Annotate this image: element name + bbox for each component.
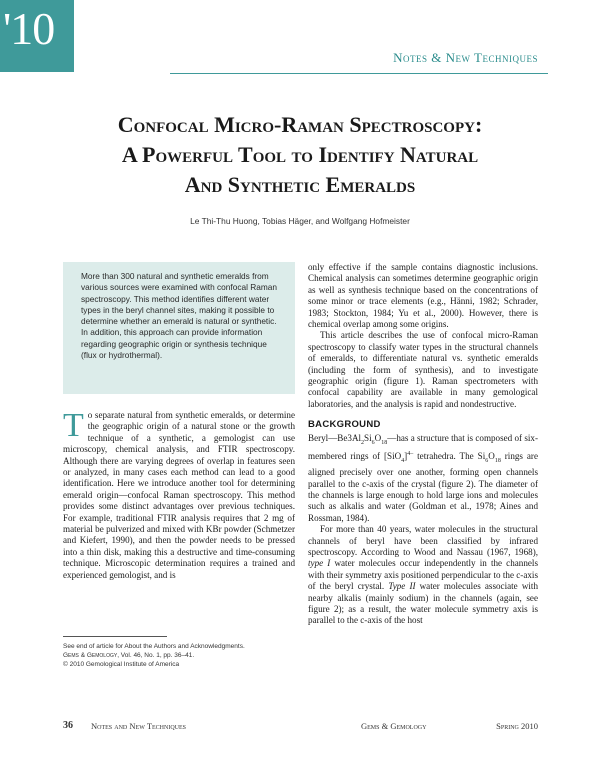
article-title — [40, 110, 560, 200]
background-paragraph-2 — [308, 524, 538, 627]
footnote-citation — [63, 651, 303, 660]
title-line-3: And Synthetic Emeralds — [184, 172, 416, 197]
footnote-rule — [63, 636, 167, 637]
header-rule — [170, 73, 548, 74]
left-column — [63, 407, 295, 581]
citation-details: , Vol. 46, No. 1, pp. 36–41. — [117, 652, 195, 659]
abstract-text: More than 300 natural and synthetic emeralds from various sources were examined with confocal Raman spectroscopy. This method identifies different water types in the beryl channel sites, making it possible to determine whether an emerald is natural or synthetic. In addition, this approach can provide information regarding geographic origin or synthesis technique (flux or hydrothermal). — [81, 271, 277, 361]
background-paragraph-1: $Beryl—Be3Al_2Si_6O_{18}—has$ a structure that is composed of six-membered rings of $[SiO_4]^{4-}$ tetrahedra. The $Si_6O_{18}$ rings are aligned precisely over one another, forming open channels parallel to the c-axis of the crystal (figure 2). The diameter of the channels is large enough to hold large ions and molecules such as alkalis and water (Goldman et al., 1978; Aines and Rossman, 1984). — [308, 432, 538, 523]
author-list: Le Thi-Thu Huong, Tobias Häger, and Wolfgang Hofmeister — [190, 216, 410, 226]
abstract-box — [63, 262, 295, 394]
right-paragraph-2: This article describes the use of confocal micro-Raman spectroscopy to classify water types in the structural channels of emeralds, to differentiate natural vs. synthetic emeralds (including the form of synthesis), and to investigate geographic origin (figure 1). Raman spectrometers with confocal capability are available in many gemological laboratories, and the analysis is rapid and nondestructive. — [308, 330, 538, 409]
footnote-copyright: © 2010 Gemological Institute of America — [63, 661, 180, 668]
bg-text-b: —has a structure that is composed of six-membered rings of [SiO — [308, 432, 538, 461]
page-number: 36 — [63, 720, 73, 731]
section-title: Notes & New Techniques — [393, 50, 538, 65]
citation-journal: Gems & Gemology — [63, 652, 118, 659]
right-column — [308, 262, 538, 627]
year-mark-badge — [0, 0, 74, 72]
title-line-1: Confocal Micro-Raman Spectroscopy: — [117, 112, 483, 137]
bg-text-c: tetrahedra. The Si — [413, 450, 486, 461]
footer-journal: Gems & Gemology — [361, 721, 427, 731]
drop-cap: T — [63, 407, 84, 444]
footnote-about: See end of article for About the Authors and Acknowledgments. — [63, 643, 245, 650]
bg-text-d: rings are aligned precisely over one another, forming open channels parallel to the c-axis of the crystal (figure 2). The diameter of the channels is large enough to hold large ions and molecules such as alkalis and water (Goldman et al., 1978; Aines and Rossman, 1984). — [308, 450, 538, 523]
footer-section: Notes and New Techniques — [91, 721, 187, 731]
footnotes — [63, 642, 303, 669]
right-paragraph-1: only effective if the sample contains diagnostic inclusions. Chemical analysis can sometimes determine geographic origin as well as synthesis technique based on the concentrations of some minor or trace elements (e.g., Hänni, 1982; Schrader, 1983; Stockton, 1984; Yu et al., 2000). However, there is chemical overlap among some origins. — [308, 262, 538, 330]
footer-issue: Spring 2010 — [496, 721, 538, 731]
year-mark-text: '10 — [3, 3, 55, 54]
formula-beryl: 3 — [347, 432, 352, 443]
bg2-text-a: For more than 40 years, water molecules in the structural channels of beryl have been classified by infrared spectroscopy. According to Wood and Nassau (1967, 1968), — [308, 524, 538, 557]
background-heading: BACKGROUND — [308, 419, 381, 431]
title-line-2: A Powerful Tool to Identify Natural — [121, 142, 479, 167]
bg2-text-c: water molecules associate with nearby alkalis (mainly sodium) in the channels (again, see figure 2); as a result, the water molecule symmetry axis is parallel to the c-axis of the host — [308, 581, 538, 626]
bg-text-a: Beryl—Be — [308, 432, 348, 443]
type-one-term: type I — [308, 558, 331, 569]
type-two-term: Type II — [388, 581, 416, 592]
bg2-text-b: water molecules occur independently in the channels with their symmetry axis positioned perpendicular to the c-axis of the beryl crystal. — [308, 558, 538, 592]
intro-paragraph — [63, 407, 295, 581]
intro-text: o separate natural from synthetic emeralds, or determine the geographic origin of a natural stone or the growth technique of a synthetic, a gemologist can use microscopy, chemical analysis, and FTIR spectroscopy. Although there are varying degrees of overlap in features seen or analyzed, in many cases each method can lead to a good identification. Here we introduce another tool for determining emerald origin—confocal Raman spectroscopy. This method provides some distinct advantages over previous techniques. For example, traditional FTIR analysis requires that 2 mg of material be pulverized and mixed with KBr powder (Schmetzer and Kiefert, 1990), and then the powder needs to be pressed into a thin disk, making this a destructive and time-consuming technique. Microscopic determination requires a trained and experienced gemologist, and is — [63, 410, 295, 580]
